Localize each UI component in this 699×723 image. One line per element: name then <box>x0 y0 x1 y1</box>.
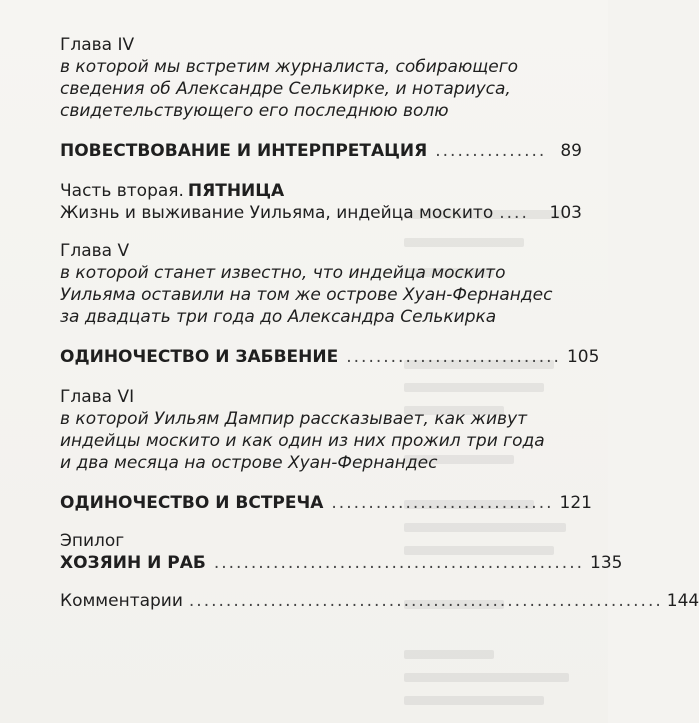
toc-entry-comments[interactable] <box>60 590 699 612</box>
toc-entry-epilogue[interactable] <box>60 552 623 574</box>
chapter-6-description-line: в которой Уильям Дампир рассказывает, как живут <box>60 409 528 429</box>
section-title: ХОЗЯИН И РАБ <box>60 553 206 573</box>
page-number: 144 <box>666 591 699 611</box>
page-number: 121 <box>559 493 592 513</box>
section-title: ПОВЕСТВОВАНИЕ И ИНТЕРПРЕТАЦИЯ <box>60 141 428 161</box>
dot-leader: ............................. <box>346 347 561 367</box>
dot-leader: .... <box>499 203 529 223</box>
part-title: ПЯТНИЦА <box>187 181 285 201</box>
section-title: ОДИНОЧЕСТВО И ЗАБВЕНИЕ <box>60 347 339 367</box>
page-number: 89 <box>560 141 582 161</box>
dot-leader: ............... <box>435 141 547 161</box>
toc-entry-narration[interactable] <box>60 140 582 162</box>
section-title: ОДИНОЧЕСТВО И ВСТРЕЧА <box>60 493 324 513</box>
part-label: Часть вторая. <box>60 181 184 201</box>
chapter-4-label: Глава IV <box>60 35 135 55</box>
table-of-contents <box>60 34 699 612</box>
dot-leader: .................................................. <box>213 553 585 573</box>
dot-leader: .............................. <box>331 493 554 513</box>
chapter-6-label: Глава VI <box>60 387 135 407</box>
page-number: 135 <box>590 553 623 573</box>
bleed-line <box>404 696 544 705</box>
chapter-5-description-line: за двадцать три года до Александра Селькирка <box>60 307 497 327</box>
toc-entry-solitude[interactable] <box>60 346 600 368</box>
chapter-4-description-line: сведения об Александре Селькирке, и нотариуса, <box>60 79 511 99</box>
chapter-5-description-line: в которой станет известно, что индейца москито <box>60 263 506 283</box>
toc-entry-meeting[interactable] <box>60 492 592 514</box>
bleed-line <box>404 673 569 682</box>
part-subtitle: Жизнь и выживание Уильяма, индейца москито <box>60 203 494 223</box>
bleed-line <box>404 650 494 659</box>
part-two-heading <box>60 180 582 202</box>
chapter-4-description-line: в которой мы встретим журналиста, собирающего <box>60 57 519 77</box>
chapter-6-description-line: и два месяца на острове Хуан-Фернандес <box>60 453 438 473</box>
chapter-6-description-line: индейцы москито и как один из них прожил три года <box>60 431 545 451</box>
chapter-5-label: Глава V <box>60 241 130 261</box>
page-number: 105 <box>566 347 600 367</box>
dot-leader: ................................................................ <box>188 591 663 611</box>
comments-label: Комментарии <box>60 591 183 611</box>
page-number: 103 <box>549 203 582 223</box>
chapter-5-description-line: Уильяма оставили на том же острове Хуан-Фернандес <box>60 285 553 305</box>
epilogue-label: Эпилог <box>60 531 125 551</box>
chapter-4-description-line: свидетельствующего его последнюю волю <box>60 101 449 121</box>
toc-entry-part-two[interactable] <box>60 202 582 224</box>
